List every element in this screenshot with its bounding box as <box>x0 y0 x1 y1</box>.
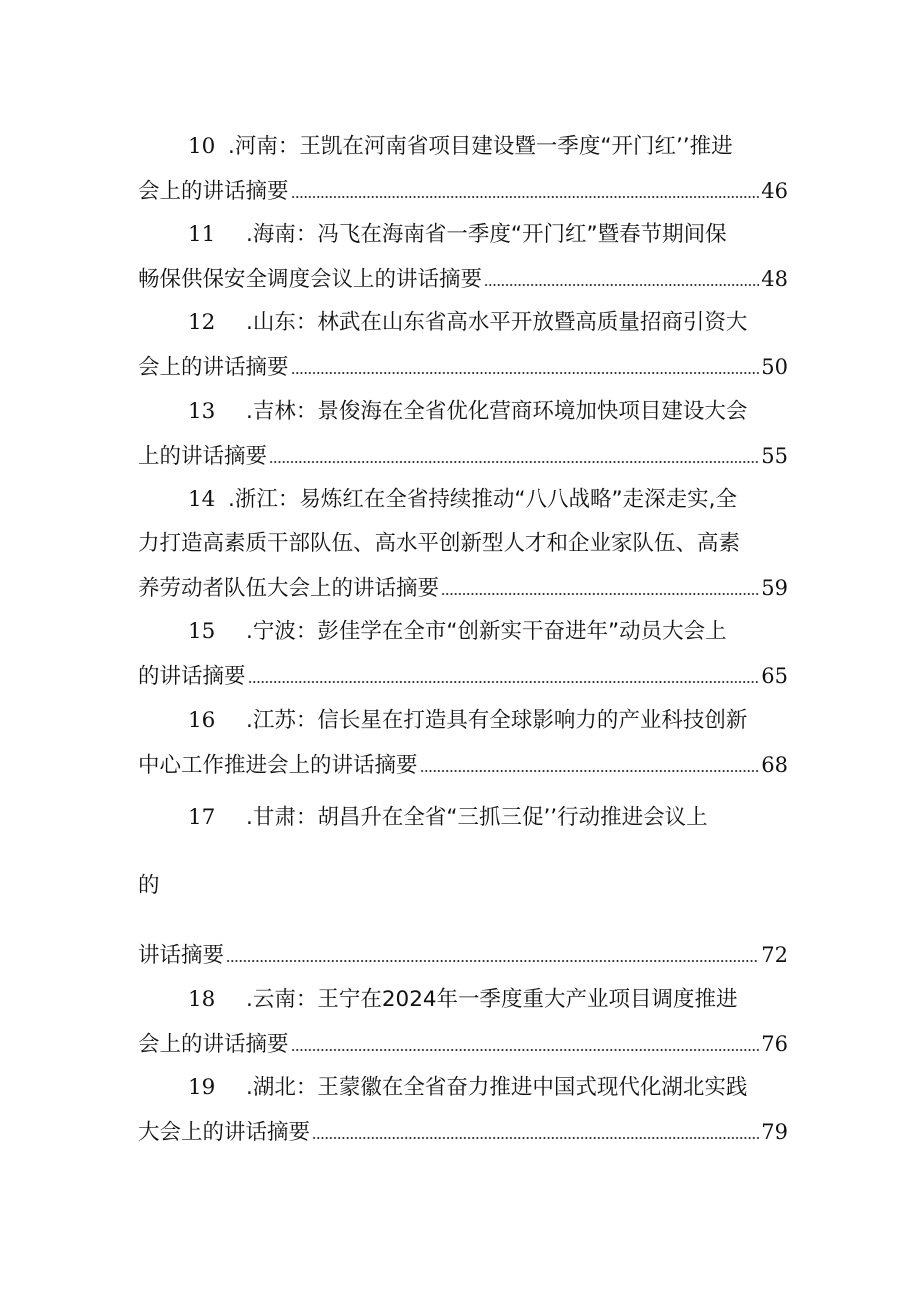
toc-entry-title-cont: 中心工作推进会上的讲话摘要 <box>138 753 418 778</box>
toc-entry-title: .吉林：景俊海在全省优化营商环境加快项目建设大会 <box>246 399 748 424</box>
dot-leader <box>269 461 759 463</box>
toc-entry-14-line-3[interactable] <box>138 571 788 605</box>
toc-entry-12-line-2[interactable] <box>138 350 788 384</box>
toc-entry-18-line-2[interactable] <box>138 1027 788 1061</box>
toc-entry-17-line-1[interactable] <box>138 801 788 835</box>
dot-leader <box>291 372 760 374</box>
dot-leader <box>291 196 760 198</box>
toc-entry-title-cont: 的讲话摘要 <box>138 664 246 689</box>
toc-entry-13-line-2[interactable] <box>138 439 788 473</box>
toc-entry-15-line-1[interactable] <box>138 615 788 649</box>
toc-entry-15-line-2[interactable] <box>138 659 788 693</box>
toc-entry-title: .宁波：彭佳学在全市“创新实干奋进年”动员大会上 <box>246 619 727 644</box>
toc-entry-title: .山东：林武在山东省高水平开放暨高质量招商引资大 <box>246 310 748 335</box>
toc-entry-14-line-1[interactable] <box>138 483 788 517</box>
toc-page-number: 55 <box>761 444 788 468</box>
toc-page-number: 68 <box>761 753 788 777</box>
toc-entry-title-cont: 会上的讲话摘要 <box>138 355 289 380</box>
toc-entry-title-cont: 力打造高素质干部队伍、高水平创新型人才和企业家队伍、高素 <box>138 531 741 556</box>
toc-entry-13-line-1[interactable] <box>138 395 788 429</box>
toc-page-number: 65 <box>761 664 788 688</box>
toc-page-number: 59 <box>761 576 788 600</box>
toc-entry-title: .海南：冯飞在海南省一季度“开门红”暨春节期间保 <box>246 222 727 247</box>
toc-entry-title: .浙江：易炼红在全省持续推动“八八战略”走深走实,全 <box>228 487 737 512</box>
toc-entry-title-cont: 上的讲话摘要 <box>138 444 268 469</box>
toc-entry-number: 14 <box>188 487 216 512</box>
toc-entry-10-line-2[interactable] <box>138 174 788 208</box>
toc-page-number: 48 <box>761 267 788 291</box>
toc-entry-title: .甘肃：胡昌升在全省“三抓三促’’行动推进会议上 <box>246 805 708 830</box>
toc-entry-number: 17 <box>188 805 216 830</box>
dot-leader <box>248 681 760 683</box>
toc-entry-title: .云南：王宁在2024年一季度重大产业项目调度推进 <box>246 987 738 1012</box>
toc-entry-11-line-1[interactable] <box>138 218 788 252</box>
toc-page-number: 79 <box>761 1120 788 1144</box>
toc-entry-19-line-2[interactable] <box>138 1115 788 1149</box>
toc-entry-title: .河南：王凯在河南省项目建设暨一季度“开门红’’推进 <box>228 134 733 159</box>
toc-entry-14-line-2[interactable] <box>138 527 788 561</box>
toc-entry-17-line-2[interactable] <box>138 869 788 903</box>
toc-entry-title-cont: 会上的讲话摘要 <box>138 1032 289 1057</box>
toc-entry-12-line-1[interactable] <box>138 306 788 340</box>
toc-entry-17-line-3[interactable] <box>138 938 788 972</box>
toc-entry-16-line-2[interactable] <box>138 748 788 782</box>
toc-page-number: 46 <box>761 179 788 203</box>
toc-entry-title: .湖北：王蒙徽在全省奋力推进中国式现代化湖北实践 <box>246 1075 748 1100</box>
toc-page-number: 76 <box>761 1032 788 1056</box>
dot-leader <box>420 770 760 772</box>
toc-entry-number: 18 <box>188 987 216 1012</box>
toc-entry-number: 12 <box>188 310 216 335</box>
dot-leader <box>484 284 759 286</box>
toc-entry-title-cont: 会上的讲话摘要 <box>138 179 289 204</box>
toc-page-number: 72 <box>761 943 788 967</box>
toc-entry-number: 16 <box>188 708 216 733</box>
dot-leader <box>291 1049 760 1051</box>
toc-entry-title-cont: 畅保供保安全调度会议上的讲话摘要 <box>138 267 483 292</box>
toc-entry-number: 19 <box>188 1075 216 1100</box>
toc-entry-title-cont: 大会上的讲话摘要 <box>138 1120 311 1145</box>
toc-entry-11-line-2[interactable] <box>138 262 788 296</box>
toc-entry-18-line-1[interactable] <box>138 983 788 1017</box>
dot-leader <box>226 960 759 962</box>
toc-entry-19-line-1[interactable] <box>138 1071 788 1105</box>
toc-entry-title-cont: 讲话摘要 <box>138 943 225 968</box>
toc-entry-number: 13 <box>188 399 216 424</box>
toc-entry-10-line-1[interactable] <box>138 130 788 164</box>
toc-entry-16-line-1[interactable] <box>138 704 788 738</box>
toc-entry-title: .江苏：信长星在打造具有全球影响力的产业科技创新 <box>246 708 748 733</box>
dot-leader <box>312 1137 759 1139</box>
dot-leader <box>441 593 759 595</box>
toc-entry-number: 10 <box>188 134 216 159</box>
toc-entry-number: 11 <box>188 222 216 247</box>
toc-entry-title-cont: 养劳动者队伍大会上的讲话摘要 <box>138 576 440 601</box>
toc-page-number: 50 <box>761 355 788 379</box>
toc-entry-title-cont: 的 <box>138 873 160 898</box>
toc-entry-number: 15 <box>188 619 216 644</box>
